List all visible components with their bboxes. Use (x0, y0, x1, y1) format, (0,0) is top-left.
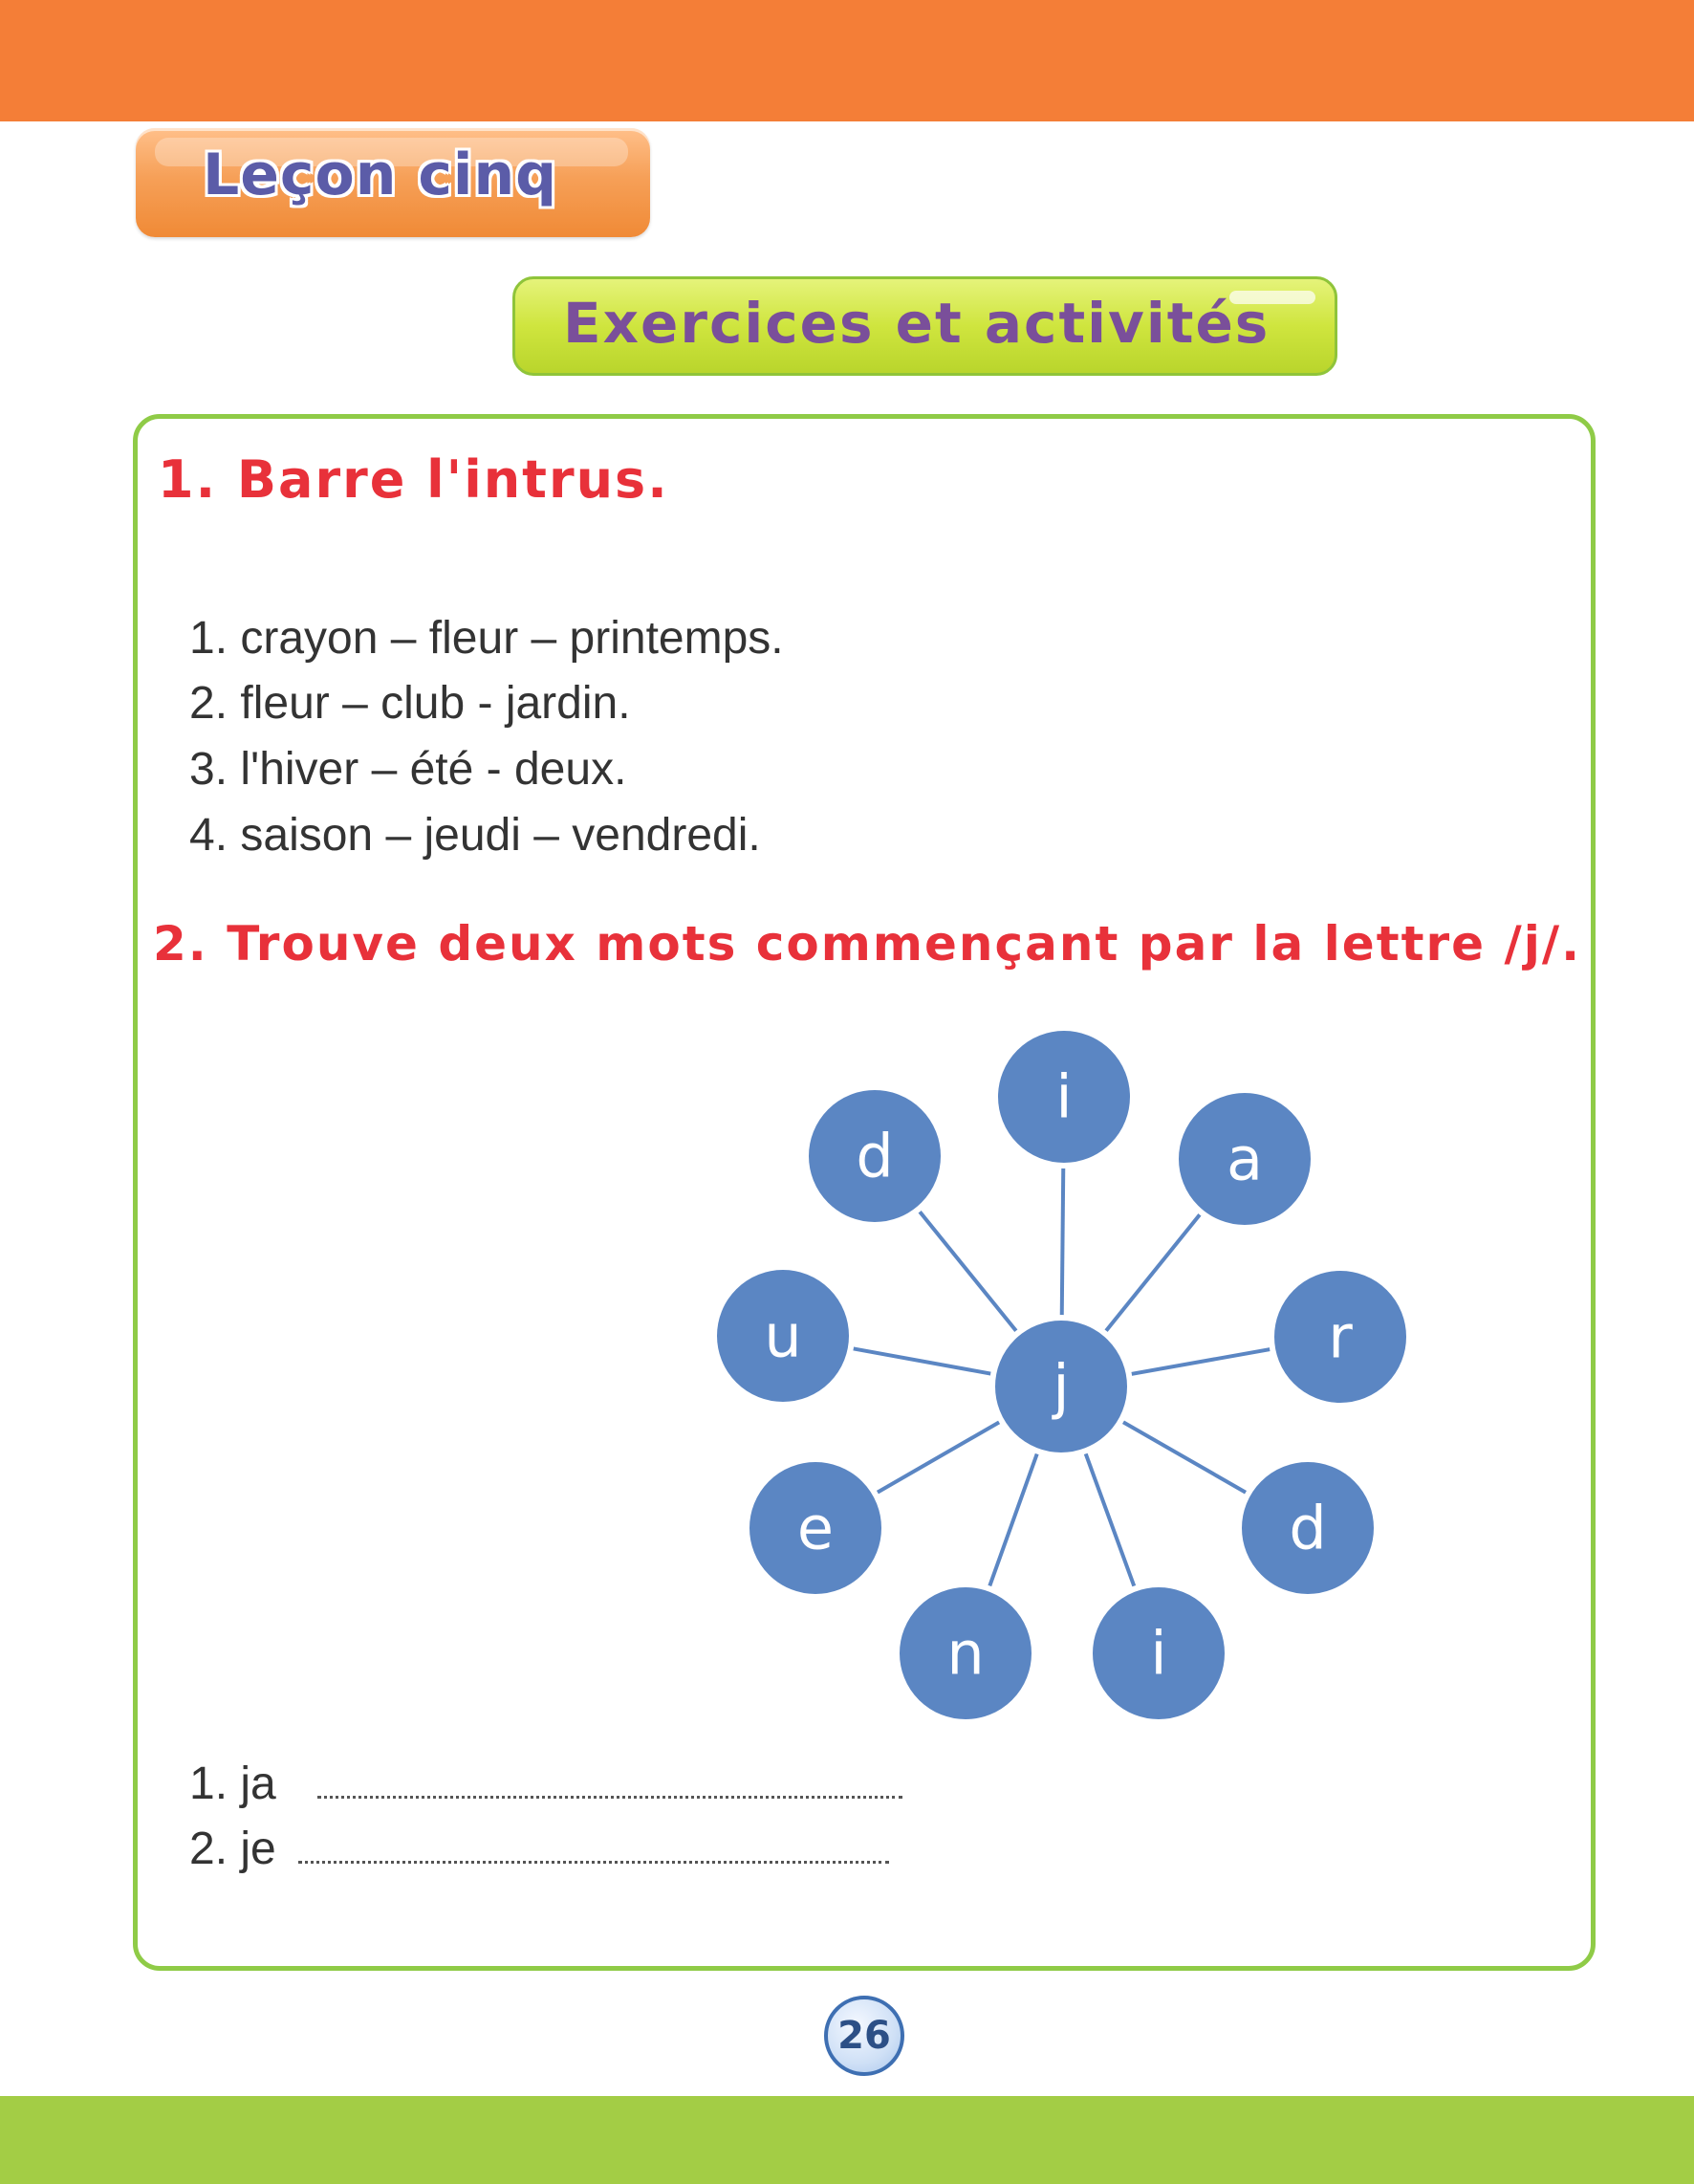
section-banner (512, 276, 1337, 376)
center-node-letter: j (1053, 1351, 1070, 1422)
outer-node-letter: n (946, 1618, 985, 1689)
outer-node-letter: d (856, 1121, 894, 1191)
exercise-1-heading: 1. Barre l'intrus. (158, 449, 669, 510)
page-number: 26 (837, 2014, 891, 2058)
outer-node-letter: i (1055, 1061, 1073, 1132)
outer-node-letter: r (1328, 1301, 1353, 1372)
outer-node-letter: d (1289, 1493, 1327, 1563)
list-item: 3. l'hiver – été - deux. (189, 744, 627, 795)
letter-wheel-diagram (688, 1023, 1453, 1740)
list-item: 1. crayon – fleur – printemps. (189, 613, 784, 664)
outer-node-letter: a (1227, 1124, 1263, 1194)
top-header-bar (0, 0, 1694, 121)
section-title: Exercices et activités (563, 291, 1270, 356)
list-item: 2. fleur – club - jardin. (189, 678, 631, 729)
answer-blank-1[interactable] (317, 1796, 902, 1799)
outer-node-letter: u (764, 1300, 802, 1371)
outer-node-letter: i (1150, 1618, 1167, 1689)
exercise-2-heading: 2. Trouve deux mots commençant par la lettre /j/. (153, 916, 1582, 972)
outer-node-letter: e (796, 1493, 835, 1563)
lesson-banner (136, 128, 650, 237)
letter-wheel-svg (688, 1023, 1453, 1740)
lesson-title: Leçon cinq (203, 142, 558, 208)
list-item: 4. saison – jeudi – vendredi. (189, 810, 761, 861)
answer-line-1: 1. ja (189, 1758, 276, 1809)
answer-line-2: 2. je (189, 1824, 276, 1874)
answer-blank-2[interactable] (298, 1861, 889, 1864)
bottom-footer-bar (0, 2096, 1694, 2184)
page-number-badge (824, 1996, 904, 2076)
